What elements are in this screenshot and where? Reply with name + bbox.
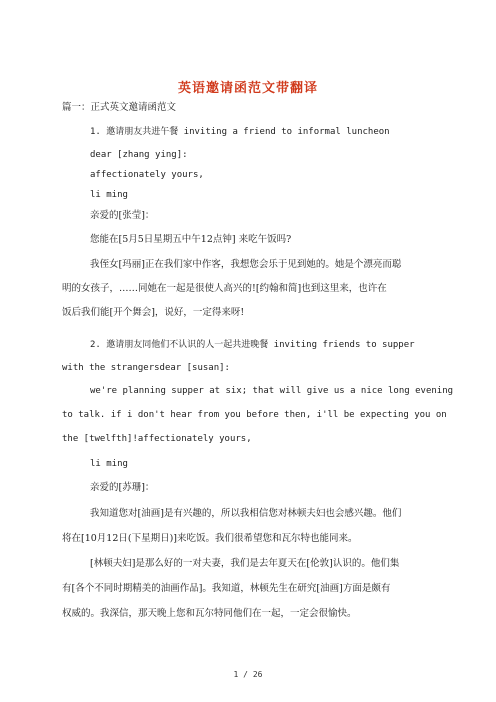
paragraph-line: 权威的。我深信，那天晚上您和瓦尔特同他们在一起，一定会很愉快。 <box>62 608 357 619</box>
paragraph-line: 有[各个不同时期精美的油画作品]。我知道，林顿先生在研究[油画]方面是颇有 <box>62 583 391 594</box>
paragraph-line: 2. 邀请朋友同他们不认识的人一起共进晚餐 inviting friends to supper <box>90 340 415 350</box>
paragraph-line: [林顿夫妇]是那么好的一对夫妻，我们是去年夏天在[伦敦]认识的。他们集 <box>90 558 400 569</box>
paragraph-line: 我侄女[玛丽]正在我们家中作客，我想您会乐于见到她的。她是个漂亮而聪 <box>90 259 402 270</box>
paragraph-line: li ming <box>90 190 128 200</box>
paragraph-line: the [twelfth]!affectionately yours, <box>62 434 252 444</box>
paragraph-line: 饭后我们能[开个舞会]，说好，一定得来呀! <box>62 307 245 318</box>
paragraph-line: affectionately yours, <box>90 170 204 180</box>
paragraph-line: 您能在[5月5日星期五中午12点钟] 来吃午饭吗? <box>90 234 292 245</box>
paragraph-line: 明的女孩子，……同她在一起是很使人高兴的![约翰和简]也到这里来，也许在 <box>62 283 387 294</box>
paragraph-line: 亲爱的[苏珊]： <box>90 482 155 493</box>
paragraph-line: li ming <box>90 459 128 469</box>
document-title: 英语邀请函范文带翻译 <box>177 81 318 96</box>
paragraph-line: with the strangersdear [susan]: <box>62 363 230 373</box>
paragraph-line: we're planning supper at six; that will give us a nice long evening <box>90 386 454 396</box>
paragraph-line: 我知道您对[油画]是有兴趣的，所以我相信您对林顿夫妇也会感兴趣。他们 <box>90 508 402 519</box>
page-number: 1 / 26 <box>233 670 263 679</box>
paragraph-line: 将在[10月12日(下星期日)]来吃饭。我们很希望您和瓦尔特也能同来。 <box>62 533 358 544</box>
section-heading: 篇一：正式英文邀请函范文 <box>62 102 177 113</box>
paragraph-line: 1. 邀请朋友共进午餐 inviting a friend to informal luncheon <box>90 127 390 137</box>
paragraph-line: dear [zhang ying]: <box>90 150 188 160</box>
paragraph-line: to talk. if i don't hear from you before then, i'll be expecting you on <box>62 410 447 420</box>
paragraph-line: 亲爱的[张莹]： <box>90 210 155 221</box>
